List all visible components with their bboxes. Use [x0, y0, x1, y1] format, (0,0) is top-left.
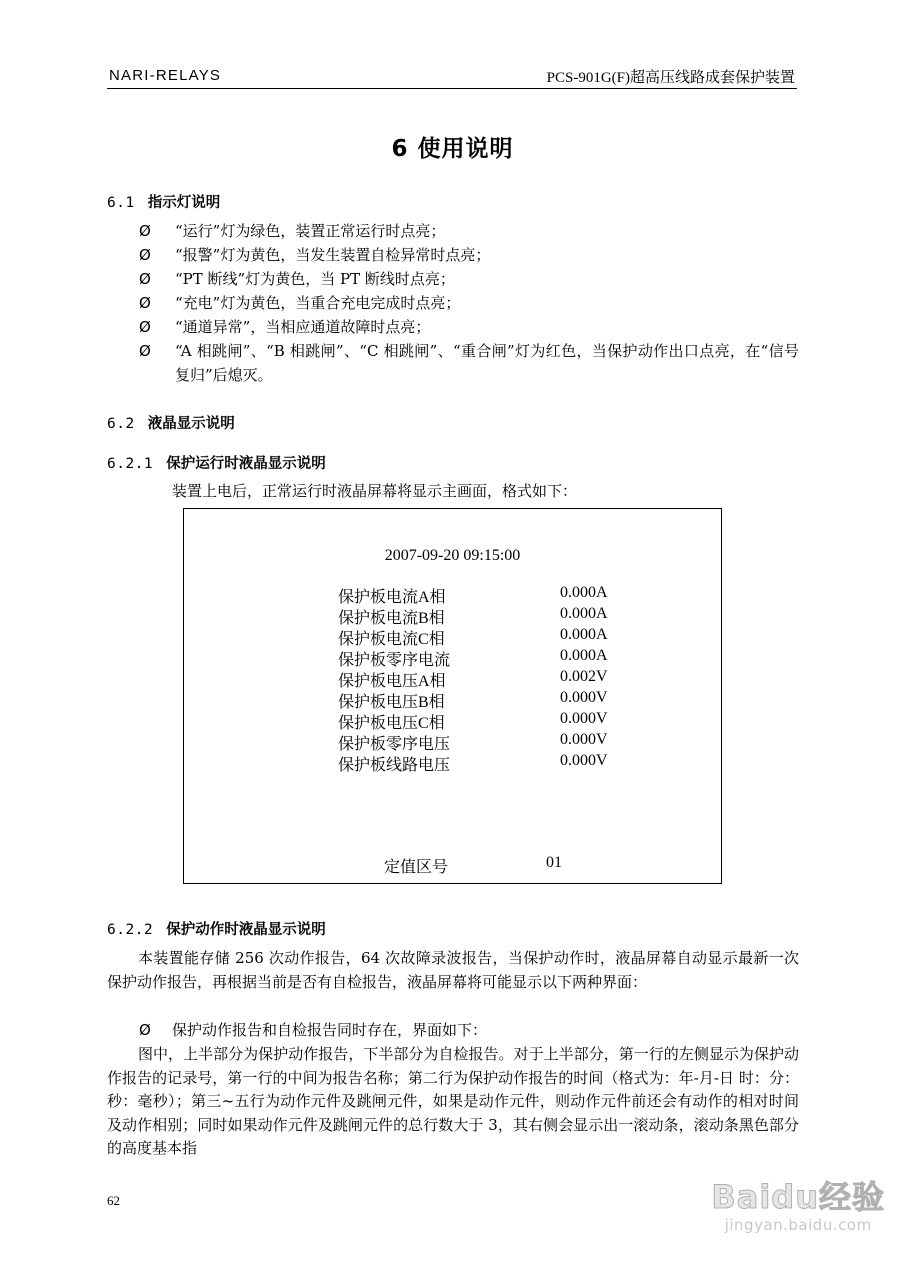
- lcd-row: [338, 626, 618, 647]
- lcd-row-label: 保护板电流B相: [338, 610, 445, 627]
- header-company: NARI-RELAYS: [109, 67, 222, 84]
- indicator-text: “A 相跳闸”、“B 相跳闸”、“C 相跳闸”、“重合闸”灯为红色，当保护动作出口点亮，在“信号复归”后熄灭。: [175, 342, 799, 384]
- lcd-row-label: 保护板零序电压: [338, 736, 451, 753]
- lcd-row-label: 保护板电流A相: [338, 589, 446, 606]
- lcd-row-label: 保护板电压C相: [338, 715, 445, 732]
- section-number: 6.2: [107, 416, 135, 432]
- section-6-2-heading: [107, 412, 235, 433]
- lcd-row: [338, 731, 618, 752]
- indicator-text: “通道异常”，当相应通道故障时点亮；: [175, 318, 431, 336]
- indicator-text: “报警”灯为黄色，当发生装置自检异常时点亮；: [175, 246, 491, 264]
- lcd-setting-value: 01: [546, 854, 562, 871]
- chapter-title: 6 使用说明: [391, 136, 514, 162]
- lcd-setting-label: 定值区号: [384, 859, 449, 876]
- section-6-2-1-heading: [107, 452, 326, 473]
- watermark-url: jingyan.baidu.com: [724, 1216, 872, 1234]
- bullet-icon: Ø: [139, 1021, 151, 1039]
- lcd-row-label: 保护板零序电流: [338, 652, 451, 669]
- watermark-logo: Baidu经验: [711, 1178, 885, 1216]
- indicator-item: [139, 220, 799, 244]
- lcd-row: [338, 584, 618, 605]
- bullet-icon: Ø: [139, 342, 151, 360]
- lcd-row-value: 0.000V: [560, 752, 608, 769]
- lcd-datetime: 2007-09-20 09:15:00: [384, 547, 521, 564]
- lcd-row-value: 0.000A: [560, 605, 608, 622]
- lcd-row-label: 保护板电流C相: [338, 631, 445, 648]
- lcd-row: [338, 689, 618, 710]
- indicator-item: [139, 268, 799, 292]
- lcd-row: [338, 668, 618, 689]
- bullet-icon: Ø: [139, 294, 151, 312]
- lcd-row-value: 0.002V: [560, 668, 608, 685]
- watermark: [711, 1172, 885, 1234]
- report-bullet: [139, 1019, 799, 1043]
- lcd-row-value: 0.000V: [560, 689, 608, 706]
- lcd-main-screen: [183, 508, 722, 884]
- lcd-row-value: 0.000A: [560, 626, 608, 643]
- section-6-2-2-heading: [107, 918, 326, 939]
- lcd-row-label: 保护板线路电压: [338, 757, 451, 774]
- lcd-row: [338, 647, 618, 668]
- lcd-row-value: 0.000V: [560, 731, 608, 748]
- bullet-icon: Ø: [139, 318, 151, 336]
- indicator-text: “PT 断线”灯为黄色，当 PT 断线时点亮；: [175, 270, 455, 288]
- section-title: 保护运行时液晶显示说明: [166, 456, 326, 472]
- indicator-text: “运行”灯为绿色，装置正常运行时点亮；: [175, 222, 446, 240]
- lcd-intro-text: 装置上电后，正常运行时液晶屏幕将显示主画面，格式如下：: [172, 482, 578, 500]
- lcd-row-value: 0.000V: [560, 710, 608, 727]
- report-description: 图中，上半部分为保护动作报告，下半部分为自检报告。对于上半部分，第一行的左侧显示为保护动作报告的记录号，第一行的中间为报告名称；第二行为保护动作报告的时间（格式为：年-月-日 时：分：秒：毫秒）；第三~五行为动作元件及跳闸元件，如果是动作元件，则动作元件前还会有动作的相对时间及动作相别；同时如果动作元件及跳闸元件的总行数大于 3，其右侧会显示出一滚动条，滚动条黑色部分的高度基本指: [107, 1045, 799, 1157]
- lcd-row: [338, 605, 618, 626]
- report-bullet-text: 保护动作报告和自检报告同时存在，界面如下：: [172, 1021, 488, 1039]
- indicator-item: [139, 316, 799, 340]
- lcd-row-value: 0.000A: [560, 647, 608, 664]
- header-divider: [107, 88, 797, 89]
- lcd-row-label: 保护板电压A相: [338, 673, 446, 690]
- bullet-icon: Ø: [139, 270, 151, 288]
- bullet-icon: Ø: [139, 246, 151, 264]
- page-number: 62: [107, 1193, 120, 1208]
- section-number: 6.2.2: [107, 922, 154, 938]
- indicator-item: [139, 244, 799, 268]
- indicator-text: “充电”灯为黄色，当重合充电完成时点亮；: [175, 294, 461, 312]
- section-title: 液晶显示说明: [147, 416, 235, 432]
- section-6-1-heading: [107, 191, 220, 212]
- indicator-item: [139, 292, 799, 316]
- lcd-row: [338, 752, 618, 773]
- section-number: 6.2.1: [107, 456, 154, 472]
- lcd-row-value: 0.000A: [560, 584, 608, 601]
- indicator-item: [139, 340, 799, 388]
- header-product: PCS-901G(F)超高压线路成套保护装置: [546, 70, 795, 86]
- section-title: 指示灯说明: [147, 195, 221, 211]
- section-number: 6.1: [107, 195, 135, 211]
- lcd-row-label: 保护板电压B相: [338, 694, 445, 711]
- section-title: 保护动作时液晶显示说明: [166, 922, 326, 938]
- bullet-icon: Ø: [139, 222, 151, 240]
- report-paragraph: 本装置能存储 256 次动作报告，64 次故障录波报告，当保护动作时，液晶屏幕自动显示最新一次保护动作报告，再根据当前是否有自检报告，液晶屏幕将可能显示以下两种界面：: [107, 949, 799, 991]
- lcd-row: [338, 710, 618, 731]
